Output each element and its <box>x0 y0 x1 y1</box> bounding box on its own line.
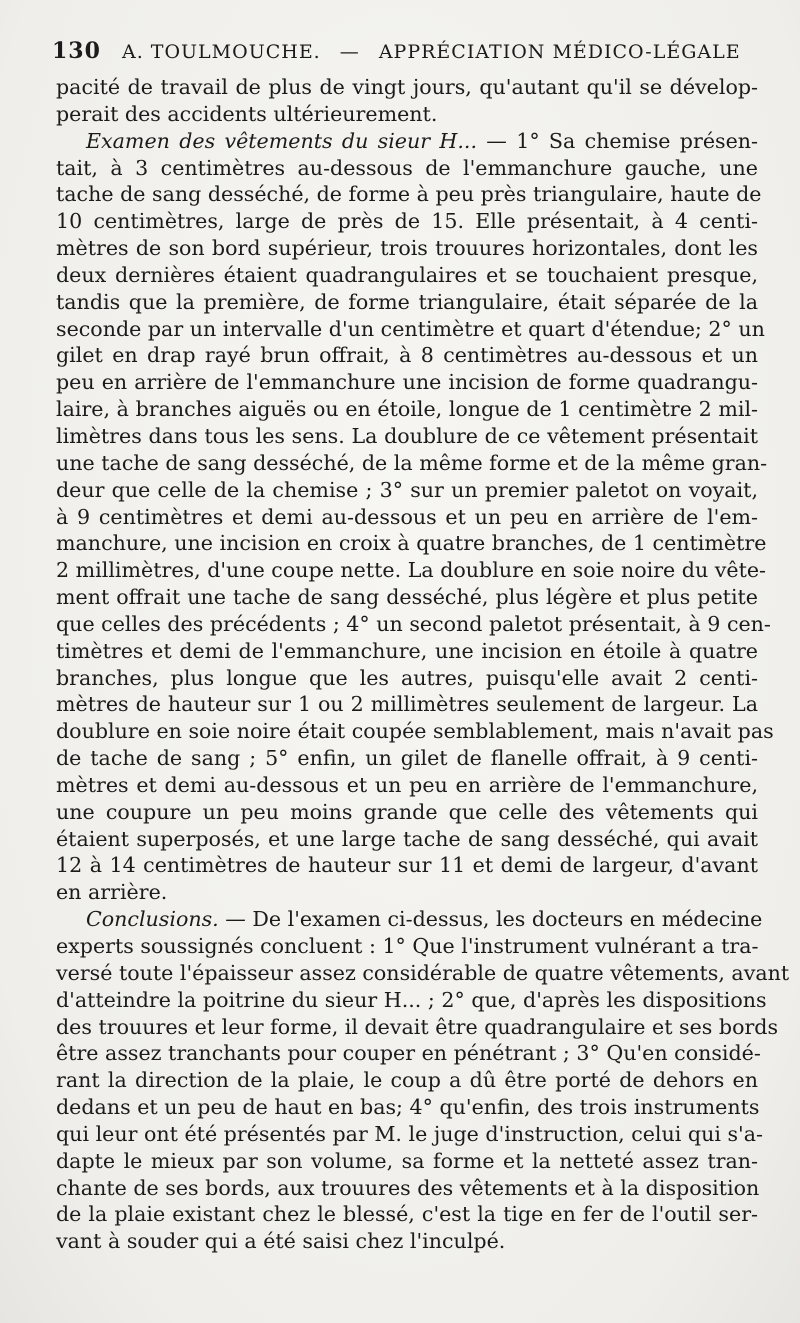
running-head <box>52 38 752 68</box>
text-line: laire, à branches aiguës ou en étoile, longue de 1 centimètre 2 mil- <box>56 397 758 422</box>
text-run: 1° Sa chemise présen- <box>516 128 758 153</box>
text-line: experts soussignés concluent : 1° Que l'instrument vulnérant a tra- <box>56 934 759 958</box>
text-line: mètres de hauteur sur 1 ou 2 millimètres seulement de largeur. La <box>56 692 758 717</box>
section-heading-examen: Examen des vêtements du sieur H... — <box>86 128 507 153</box>
text-line: d'atteindre la poitrine du sieur H... ; 2° que, d'après les dispositions <box>56 987 767 1012</box>
text-line: branches, plus longue que les autres, puisqu'elle avait 2 centi- <box>56 665 758 690</box>
text-line: versé toute l'épaisseur assez considérable de quatre vêtements, avant <box>56 960 790 985</box>
text-line: de tache de sang ; 5° enfin, un gilet de flanelle offrait, à 9 centi- <box>56 746 758 771</box>
text-run: De l'examen ci-dessus, les docteurs en médecine <box>252 907 763 932</box>
text-line <box>56 906 763 933</box>
text-line: être assez tranchants pour couper en pénétrant ; 3° Qu'en considé- <box>56 1041 761 1066</box>
text-line: peu en arrière de l'emmanchure une incision de forme quadrangu- <box>56 370 758 395</box>
body-text <box>56 74 790 1255</box>
text-line: gilet en drap rayé brun offrait, à 8 centimètres au-dessous et un <box>56 343 758 368</box>
text-line: étaient superposés, et une large tache de sang desséché, qui avait <box>56 826 758 851</box>
text-line: doublure en soie noire était coupée semblablement, mais n'avait pas <box>56 719 774 744</box>
text-line: limètres dans tous les sens. La doublure de ce vêtement présentait <box>56 423 758 448</box>
text-line: dedans et un peu de haut en bas; 4° qu'enfin, des trois instruments <box>56 1095 760 1120</box>
text-line: chante de ses bords, aux trouures des vêtements et à la disposition <box>56 1175 760 1200</box>
text-line: une coupure un peu moins grande que celle des vêtements qui <box>56 799 758 824</box>
text-line: rant la direction de la plaie, le coup a dû être porté de dehors en <box>56 1068 758 1093</box>
text-line: seconde par un intervalle d'un centimètre et quart d'étendue; 2° un <box>56 316 765 341</box>
running-head-dash: — <box>339 41 360 63</box>
text-line: manchure, une incision en croix à quatre branches, de 1 centimètre <box>56 531 767 556</box>
text-line: des trouures et leur forme, il devait être quadrangulaire et ses bords <box>56 1014 779 1039</box>
section-heading-conclusions: Conclusions. — <box>86 907 246 932</box>
text-line: qui leur ont été présentés par M. le juge d'instruction, celui qui s'a- <box>56 1121 763 1146</box>
text-line: une tache de sang desséché, de la même forme et de la même gran- <box>56 450 768 475</box>
text-line: pacité de travail de plus de vingt jours, qu'autant qu'il se dévelop- <box>56 75 758 99</box>
running-head-author: A. TOULMOUCHE. <box>121 41 321 63</box>
text-line: perait des accidents ultérieurement. <box>56 101 438 126</box>
text-line: en arrière. <box>56 880 168 905</box>
text-line: que celles des précédents ; 4° un second paletot présentait, à 9 cen- <box>56 611 771 636</box>
text-line: vant à souder qui a été saisi chez l'inculpé. <box>56 1229 506 1254</box>
page-number: 130 <box>52 38 101 64</box>
text-line: deux dernières étaient quadrangulaires et se touchaient presque, <box>56 262 758 287</box>
text-line: timètres et demi de l'emmanchure, une incision en étoile à quatre <box>56 638 758 663</box>
text-line: mètres de son bord supérieur, trois trouures horizontales, dont les <box>56 236 758 261</box>
text-line: deur que celle de la chemise ; 3° sur un premier paletot on voyait, <box>56 477 758 502</box>
text-line: mètres et demi au-dessous et un peu en arrière de l'emmanchure, <box>56 772 758 797</box>
text-line <box>56 128 758 155</box>
text-line: de la plaie existant chez le blessé, c'est la tige en fer de l'outil ser- <box>56 1202 758 1227</box>
text-line: 10 centimètres, large de près de 15. Elle présentait, à 4 centi- <box>56 209 758 234</box>
text-line: 2 millimètres, d'une coupe nette. La doublure en soie noire du vête- <box>56 558 767 583</box>
text-line: tache de sang desséché, de forme à peu près triangulaire, haute de <box>56 182 762 207</box>
text-line: tandis que la première, de forme triangulaire, était séparée de la <box>56 289 758 314</box>
running-head-title: APPRÉCIATION MÉDICO-LÉGALE <box>378 41 741 63</box>
text-line: dapte le mieux par son volume, sa forme et la netteté assez tran- <box>56 1148 758 1173</box>
text-line: à 9 centimètres et demi au-dessous et un peu en arrière de l'em- <box>56 504 758 529</box>
text-line: 12 à 14 centimètres de hauteur sur 11 et demi de largeur, d'avant <box>56 853 758 878</box>
text-line: tait, à 3 centimètres au-dessous de l'emmanchure gauche, une <box>56 155 758 180</box>
text-line: ment offrait une tache de sang desséché, plus légère et plus petite <box>56 585 758 610</box>
